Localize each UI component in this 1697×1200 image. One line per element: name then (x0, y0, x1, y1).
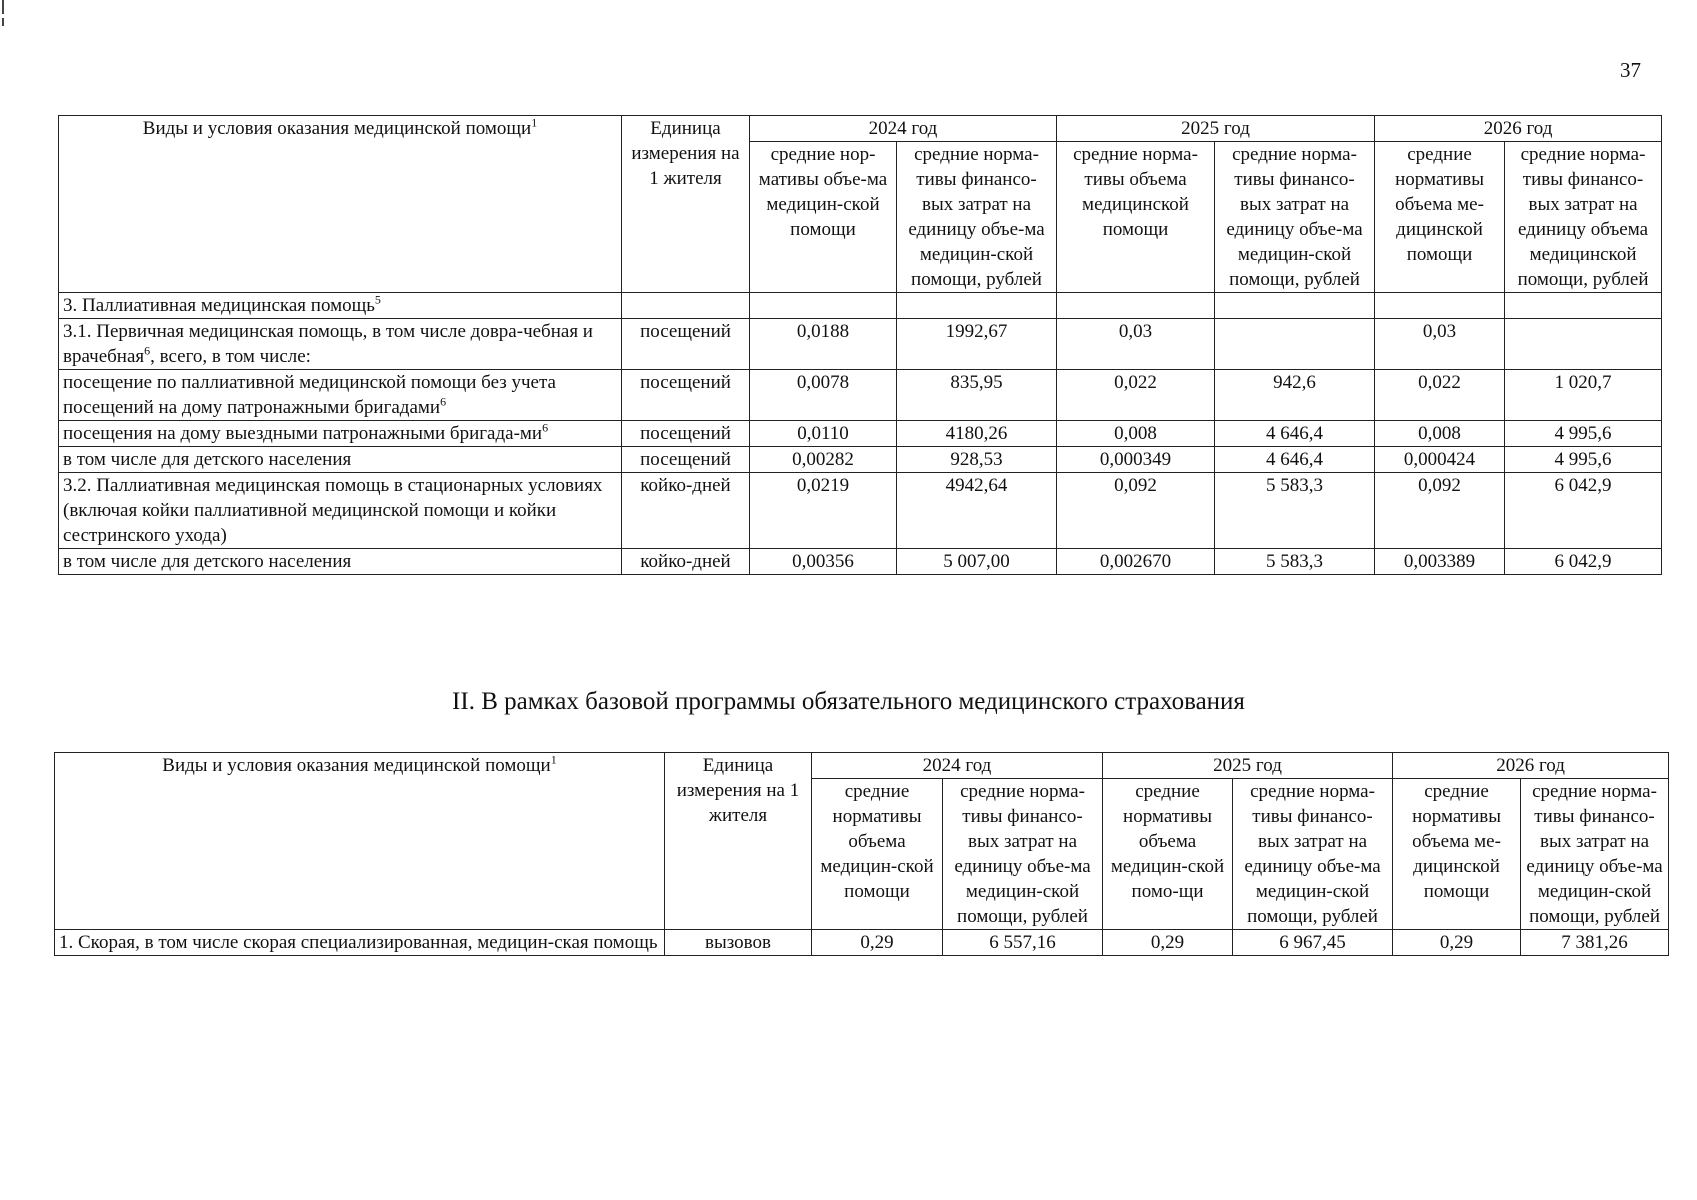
cell: 0,092 (1057, 473, 1215, 549)
cell: 0,0188 (750, 319, 897, 370)
row-label: в том числе для детского населения (59, 447, 622, 473)
header-year-2025: 2025 год (1057, 116, 1375, 142)
cell: 5 583,3 (1215, 549, 1375, 575)
header-sub: средние норма-тивы финансо-вых затрат на единицу объе-ма медицин-ской помощи, рублей (943, 779, 1103, 930)
cell (1505, 319, 1662, 370)
cell (1215, 319, 1375, 370)
table-row (55, 930, 1669, 956)
header-row-years (59, 116, 1662, 142)
row-unit: посещений (622, 447, 750, 473)
cell: 0,29 (812, 930, 943, 956)
cell: 0,008 (1375, 421, 1505, 447)
header-year-2024: 2024 год (812, 753, 1103, 779)
table-row (59, 473, 1662, 549)
cell: 6 557,16 (943, 930, 1103, 956)
cell: 4942,64 (897, 473, 1057, 549)
row-label: 1. Скорая, в том числе скорая специализированная, медицин-ская помощь (55, 930, 665, 956)
cell: 0,022 (1057, 370, 1215, 421)
cell: 6 042,9 (1505, 549, 1662, 575)
table-row (59, 549, 1662, 575)
cell: 0,0110 (750, 421, 897, 447)
cell: 6 042,9 (1505, 473, 1662, 549)
cell: 5 583,3 (1215, 473, 1375, 549)
header-sub: средние нормативы объема медицин-ской помощи (812, 779, 943, 930)
cell: 835,95 (897, 370, 1057, 421)
cell (750, 293, 897, 319)
header-sub: средние нормативы объема медицин-ской помо-щи (1103, 779, 1233, 930)
cell: 0,008 (1057, 421, 1215, 447)
header-kinds: Виды и условия оказания медицинской помощи$^1$ (59, 116, 622, 293)
header-sub: средние норма-тивы объема медицинской помощи (1057, 142, 1215, 293)
cell: 5 007,00 (897, 549, 1057, 575)
header-year-2026: 2026 год (1393, 753, 1669, 779)
table-row (59, 370, 1662, 421)
header-row-years (55, 753, 1669, 779)
row-label: посещение по паллиативной медицинской помощи без учета посещений на дому патронажными бригадами$^6$ (59, 370, 622, 421)
cell: 0,29 (1103, 930, 1233, 956)
row-label: 3.2. Паллиативная медицинская помощь в стационарных условиях (включая койки паллиативной медицинской помощи и койки сестринского ухода) (59, 473, 622, 549)
cell: 4 646,4 (1215, 421, 1375, 447)
header-year-2026: 2026 год (1375, 116, 1662, 142)
cell: 0,0078 (750, 370, 897, 421)
header-sub: средние норма-тивы финансо-вых затрат на единицу объе-ма медицин-ской помощи, рублей (1233, 779, 1393, 930)
row-label: посещения на дому выездными патронажными бригада-$ми^6$ (59, 421, 622, 447)
header-year-2025: 2025 год (1103, 753, 1393, 779)
cell (1375, 293, 1505, 319)
scan-marks (0, 0, 6, 40)
cell (1057, 293, 1215, 319)
cell: 1992,67 (897, 319, 1057, 370)
section-title: II. В рамках базовой программы обязательного медицинского страхования (452, 688, 1245, 715)
cell: 4 995,6 (1505, 421, 1662, 447)
cell: 0,092 (1375, 473, 1505, 549)
header-sub: средние норма-тивы финансо-вых затрат на единицу объе-ма медицин-ской помощи, рублей (897, 142, 1057, 293)
row-unit: койко-дней (622, 473, 750, 549)
header-sub: средние норма-тивы финансо-вых затрат на единицу объема медицинской помощи, рублей (1505, 142, 1662, 293)
cell: 0,00282 (750, 447, 897, 473)
row-unit: посещений (622, 370, 750, 421)
header-sub: средние нормативы объема ме-дицинской помощи (1393, 779, 1521, 930)
header-unit: Единица измерения на 1 жителя (665, 753, 812, 930)
cell: 4 995,6 (1505, 447, 1662, 473)
row-label: 3. Паллиативная медицинская помощь$^5$ (59, 293, 622, 319)
row-label: в том числе для детского населения (59, 549, 622, 575)
header-sub: средние норма-тивы финансо-вых затрат на единицу объе-ма медицин-ской помощи, рублей (1521, 779, 1669, 930)
cell: 0,29 (1393, 930, 1521, 956)
table-oms-base-program (54, 752, 1669, 956)
row-label: 3.1. Первичная медицинская помощь, в том числе довра-чебная и врачебная$^6$, всего, в том числе: (59, 319, 622, 370)
row-unit (622, 293, 750, 319)
row-unit: вызовов (665, 930, 812, 956)
cell: 0,000424 (1375, 447, 1505, 473)
cell (1505, 293, 1662, 319)
cell: 6 967,45 (1233, 930, 1393, 956)
cell: 942,6 (1215, 370, 1375, 421)
header-kinds: Виды и условия оказания медицинской помощи$^1$ (55, 753, 665, 930)
header-sub: средние нормативы объема ме-дицинской помощи (1375, 142, 1505, 293)
cell: 0,03 (1375, 319, 1505, 370)
row-unit: посещений (622, 319, 750, 370)
cell: 1 020,7 (1505, 370, 1662, 421)
cell: 0,022 (1375, 370, 1505, 421)
page-number: 37 (1620, 58, 1641, 82)
cell: 4180,26 (897, 421, 1057, 447)
row-unit: посещений (622, 421, 750, 447)
table-row (59, 421, 1662, 447)
cell (897, 293, 1057, 319)
header-unit: Единица измерения на 1 жителя (622, 116, 750, 293)
table-palliative-care (58, 115, 1662, 575)
cell: 0,03 (1057, 319, 1215, 370)
header-year-2024: 2024 год (750, 116, 1057, 142)
row-unit: койко-дней (622, 549, 750, 575)
cell: 928,53 (897, 447, 1057, 473)
table-row (59, 447, 1662, 473)
header-sub: средние нор-мативы объе-ма медицин-ской помощи (750, 142, 897, 293)
cell: 0,000349 (1057, 447, 1215, 473)
table-row (59, 293, 1662, 319)
cell: 0,002670 (1057, 549, 1215, 575)
cell: 0,00356 (750, 549, 897, 575)
header-sub: средние норма-тивы финансо-вых затрат на единицу объе-ма медицин-ской помощи, рублей (1215, 142, 1375, 293)
table-row (59, 319, 1662, 370)
cell: 7 381,26 (1521, 930, 1669, 956)
cell (1215, 293, 1375, 319)
cell: 4 646,4 (1215, 447, 1375, 473)
cell: 0,003389 (1375, 549, 1505, 575)
cell: 0,0219 (750, 473, 897, 549)
